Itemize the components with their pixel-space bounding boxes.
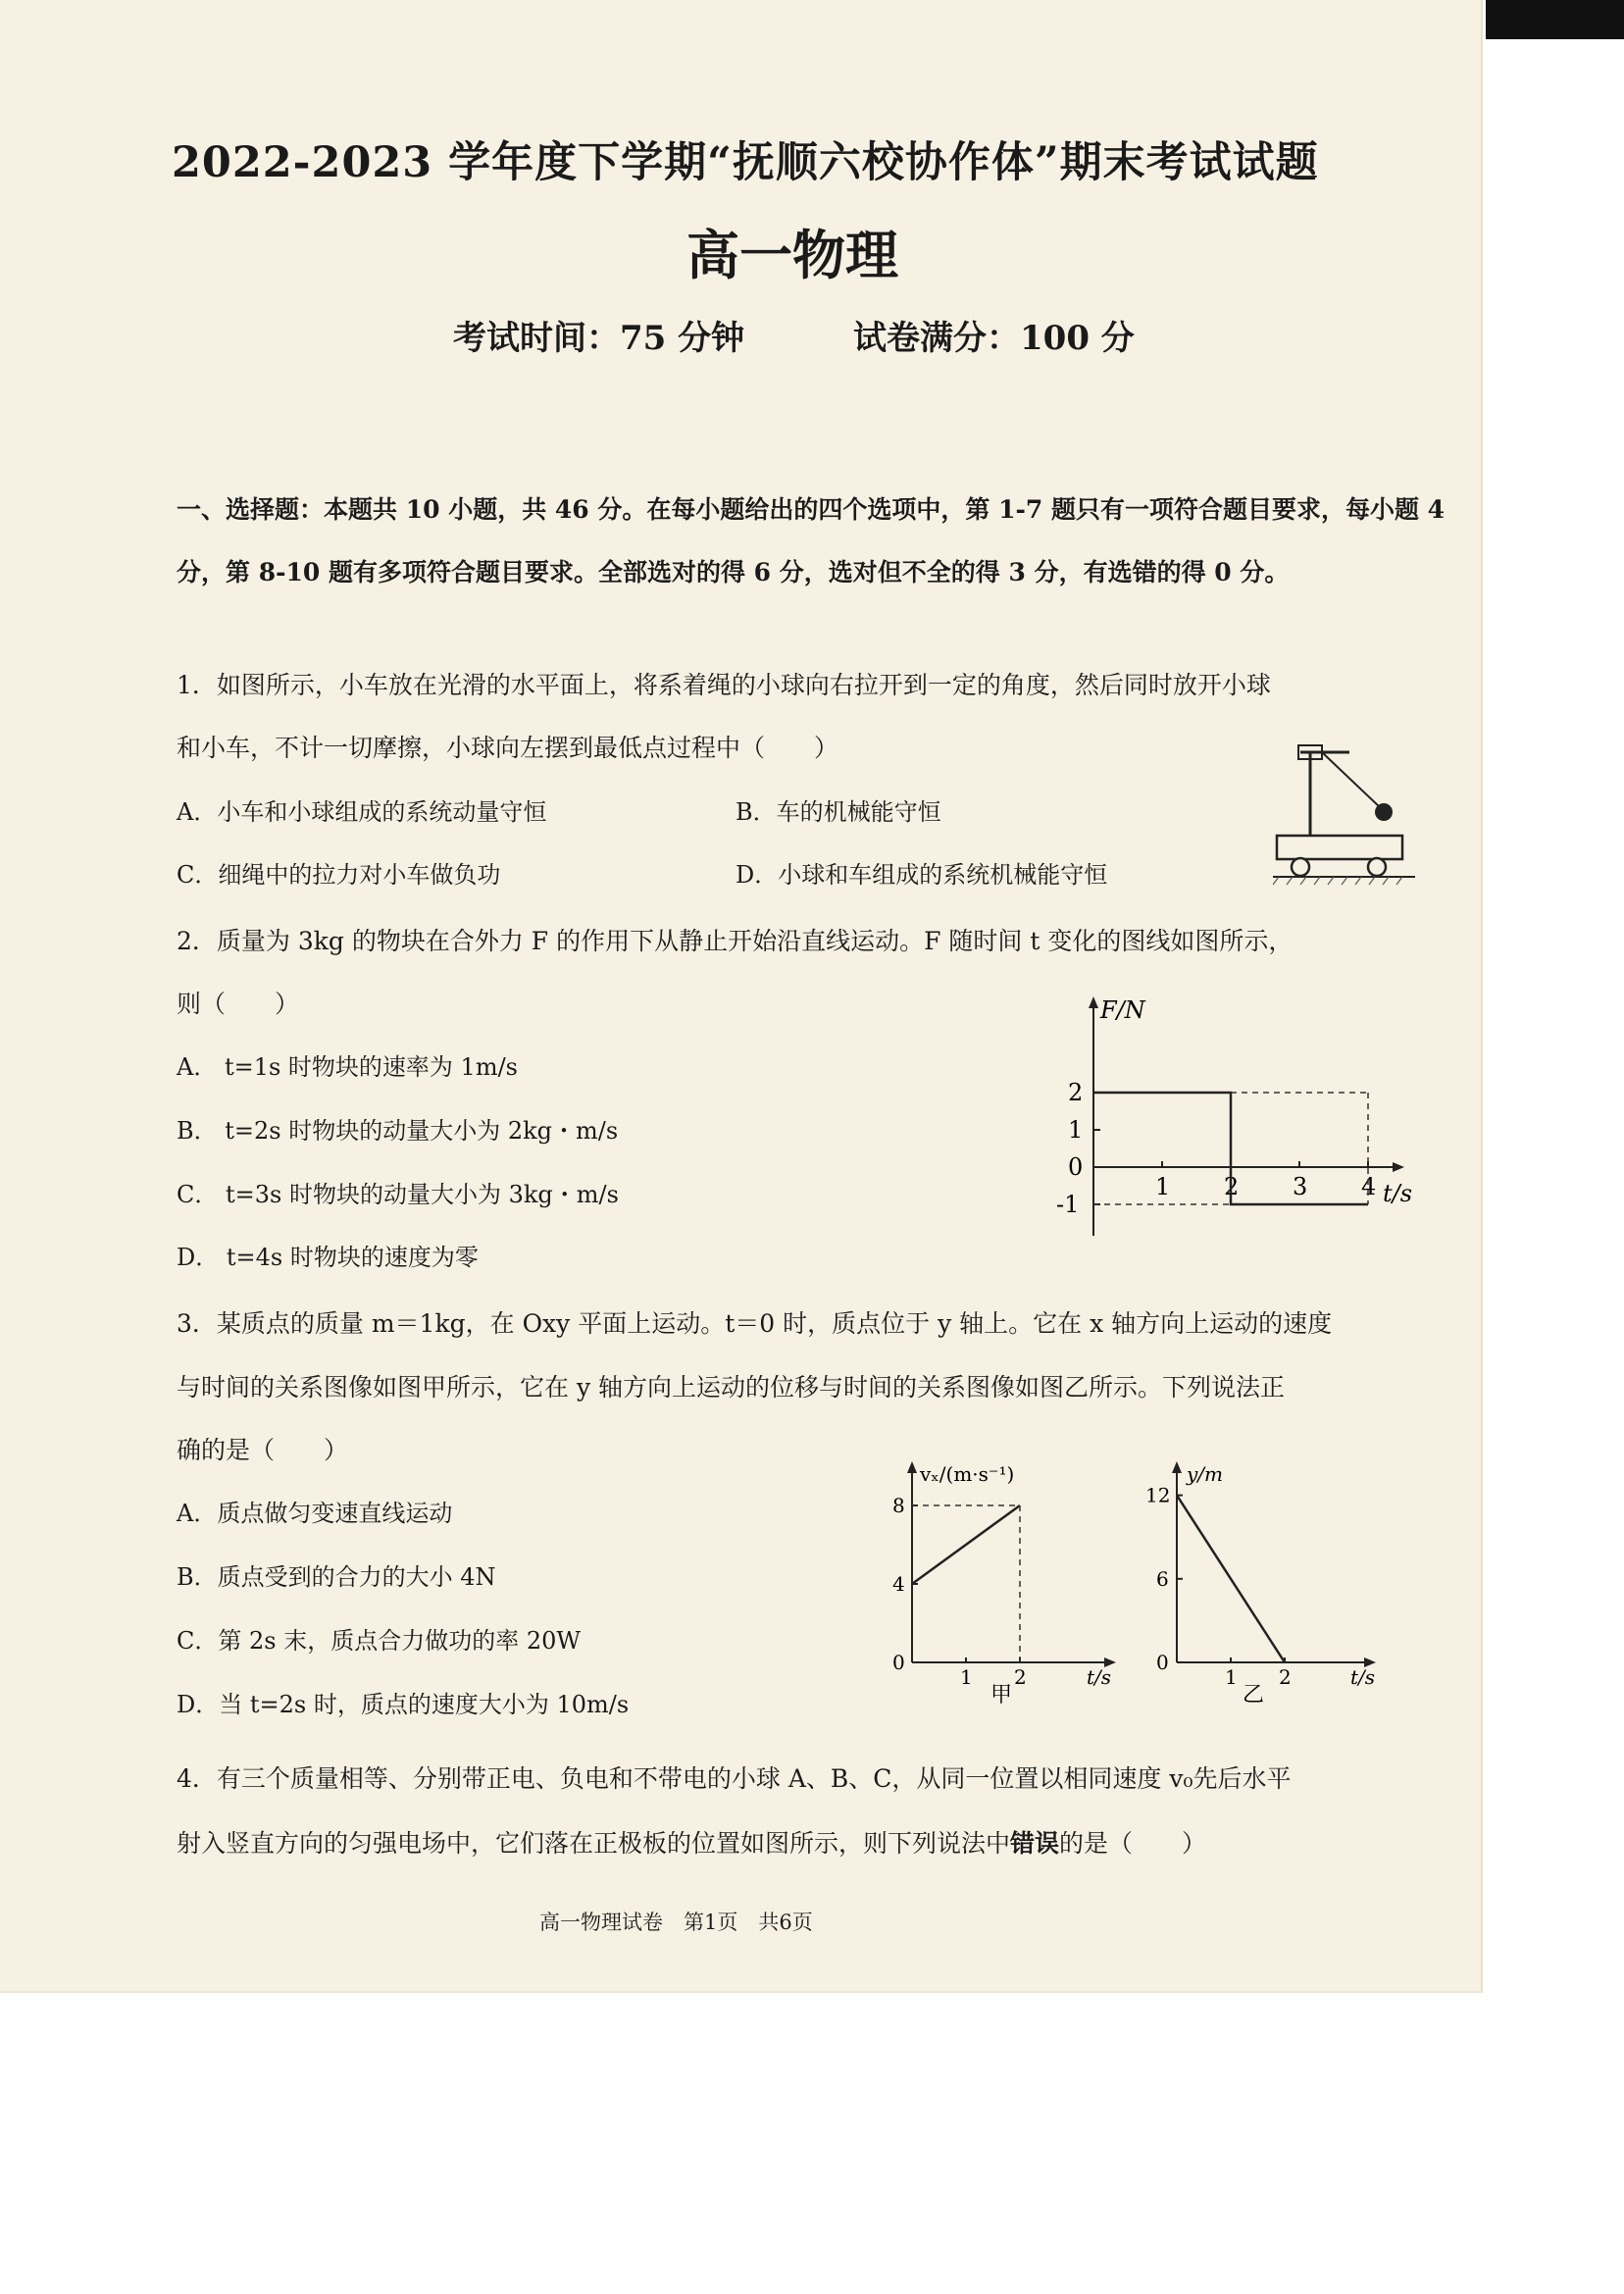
q2-option-a: A． t=1s 时物块的速率为 1m/s [177, 1053, 518, 1081]
y-axis-label-yt: y/m [1187, 1462, 1224, 1486]
y-tick-label: -1 [1056, 1191, 1080, 1218]
page-footer: 高一物理试卷 第1页 共6页 [539, 1911, 813, 1934]
vx-time-chart [863, 1452, 1128, 1707]
x-tick-label: 4 [1361, 1173, 1377, 1200]
y-axis-label: F/N [1100, 996, 1145, 1024]
y-time-chart [1133, 1452, 1388, 1707]
vx-chart-title: 甲 [990, 1683, 1013, 1707]
x-tick-label: 2 [1279, 1665, 1292, 1689]
series-line [1093, 1093, 1368, 1204]
q3-option-a: A．质点做匀变速直线运动 [177, 1500, 453, 1527]
y-axis-arrow [1089, 996, 1098, 1008]
q3-option-b: B．质点受到的合力的大小 4N [177, 1563, 496, 1591]
x-tick-label: 2 [1014, 1665, 1027, 1689]
q1-option-d: D．小球和车组成的系统机械能守恒 [736, 861, 1108, 889]
y-tick-label: 4 [892, 1572, 905, 1596]
y-tick-label: 0 [1156, 1651, 1169, 1674]
exam-time: 考试时间：75 分钟 [453, 319, 745, 358]
scan-corner [1486, 0, 1624, 39]
q4-line2 [177, 1827, 1206, 1861]
y-tick-label: 2 [1068, 1079, 1084, 1106]
series-line [1177, 1496, 1285, 1662]
section-instructions: 一、选择题：本题共 10 小题，共 46 分。在每小题给出的四个选项中，第 1-7 题只有一项符合题目要求，每小题 4 分，第 8-10 题有多项符合题目要求。全部选对的得 6 分，选对但不全的得 3 分，有选错的得 0 分。 [177, 495, 1446, 586]
q4-line2-pre: 射入竖直方向的匀强电场中，它们落在正极板的位置如图所示，则下列说法中 [177, 1829, 1011, 1858]
q4-line1: 4．有三个质量相等、分别带正电、负电和不带电的小球 A、B、C，从同一位置以相同速度 v₀先后水平 [177, 1764, 1292, 1793]
q4-line2-post: 的是（ ） [1059, 1829, 1207, 1858]
x-axis-arrow [1393, 1162, 1404, 1172]
vx-axis-label: vₓ/(m·s⁻¹) [920, 1462, 1015, 1486]
y-tick-label: 12 [1145, 1483, 1171, 1507]
q1-line1: 1．如图所示，小车放在光滑的水平面上，将系着绳的小球向右拉开到一定的角度，然后同时放开小球 [177, 671, 1271, 699]
q1-option-c: C．细绳中的拉力对小车做负功 [177, 861, 501, 889]
q3-option-c: C．第 2s 末，质点合力做功的率 20W [177, 1627, 582, 1655]
subject-title: 高一物理 [686, 224, 898, 286]
x-tick-label: 1 [1225, 1665, 1238, 1689]
q3-option-d: D．当 t=2s 时，质点的速度大小为 10m/s [177, 1691, 630, 1718]
y-chart-title: 乙 [1243, 1683, 1265, 1707]
y-tick-label: 0 [1068, 1153, 1084, 1181]
vx-x-axis-label: t/s [1087, 1665, 1112, 1689]
x-tick-label: 1 [1155, 1173, 1171, 1200]
y-x-axis-label: t/s [1350, 1665, 1376, 1689]
q1-option-b: B．车的机械能守恒 [736, 798, 941, 826]
q4-emphasis: 错误 [1010, 1829, 1060, 1858]
x-tick-label: 2 [1224, 1173, 1240, 1200]
q1-option-a: A．小车和小球组成的系统动量守恒 [177, 798, 547, 826]
q1-line2: 和小车，不计一切摩擦，小球向左摆到最低点过程中（ ） [177, 734, 839, 762]
x-tick-label: 1 [960, 1665, 973, 1689]
q3-line3: 确的是（ ） [177, 1436, 349, 1464]
q2-option-c: C． t=3s 时物块的动量大小为 3kg・m/s [177, 1181, 619, 1208]
q2-option-b: B． t=2s 时物块的动量大小为 2kg・m/s [177, 1117, 619, 1145]
q3-line2: 与时间的关系图像如图甲所示，它在 y 轴方向上运动的位移与时间的关系图像如图乙所示。下列说法正 [177, 1373, 1286, 1402]
x-axis-label: t/s [1383, 1180, 1412, 1207]
force-time-chart [1049, 991, 1412, 1255]
y-tick-label: 1 [1068, 1116, 1084, 1144]
full-score: 试卷满分：100 分 [853, 319, 1135, 358]
q2-option-d: D． t=4s 时物块的速度为零 [177, 1244, 479, 1271]
exam-title: 2022-2023 学年度下学期“抚顺六校协作体”期末考试试题 [172, 138, 1319, 187]
x-tick-label: 3 [1293, 1173, 1308, 1200]
q2-line1: 2．质量为 3kg 的物块在合外力 F 的作用下从静止开始沿直线运动。F 随时间 t 变化的图线如图所示， [177, 927, 1294, 955]
q2-line2: 则（ ） [177, 990, 300, 1018]
series-line [912, 1505, 1020, 1584]
q3-line1: 3．某质点的质量 m＝1kg，在 Oxy 平面上运动。t＝0 时，质点位于 y 轴上。它在 x 轴方向上运动的速度 [177, 1309, 1333, 1338]
y-tick-label: 8 [892, 1494, 905, 1517]
y-tick-label: 6 [1156, 1566, 1169, 1591]
y-tick-label: 0 [892, 1651, 905, 1674]
cart-pendulum-figure [1273, 738, 1420, 894]
